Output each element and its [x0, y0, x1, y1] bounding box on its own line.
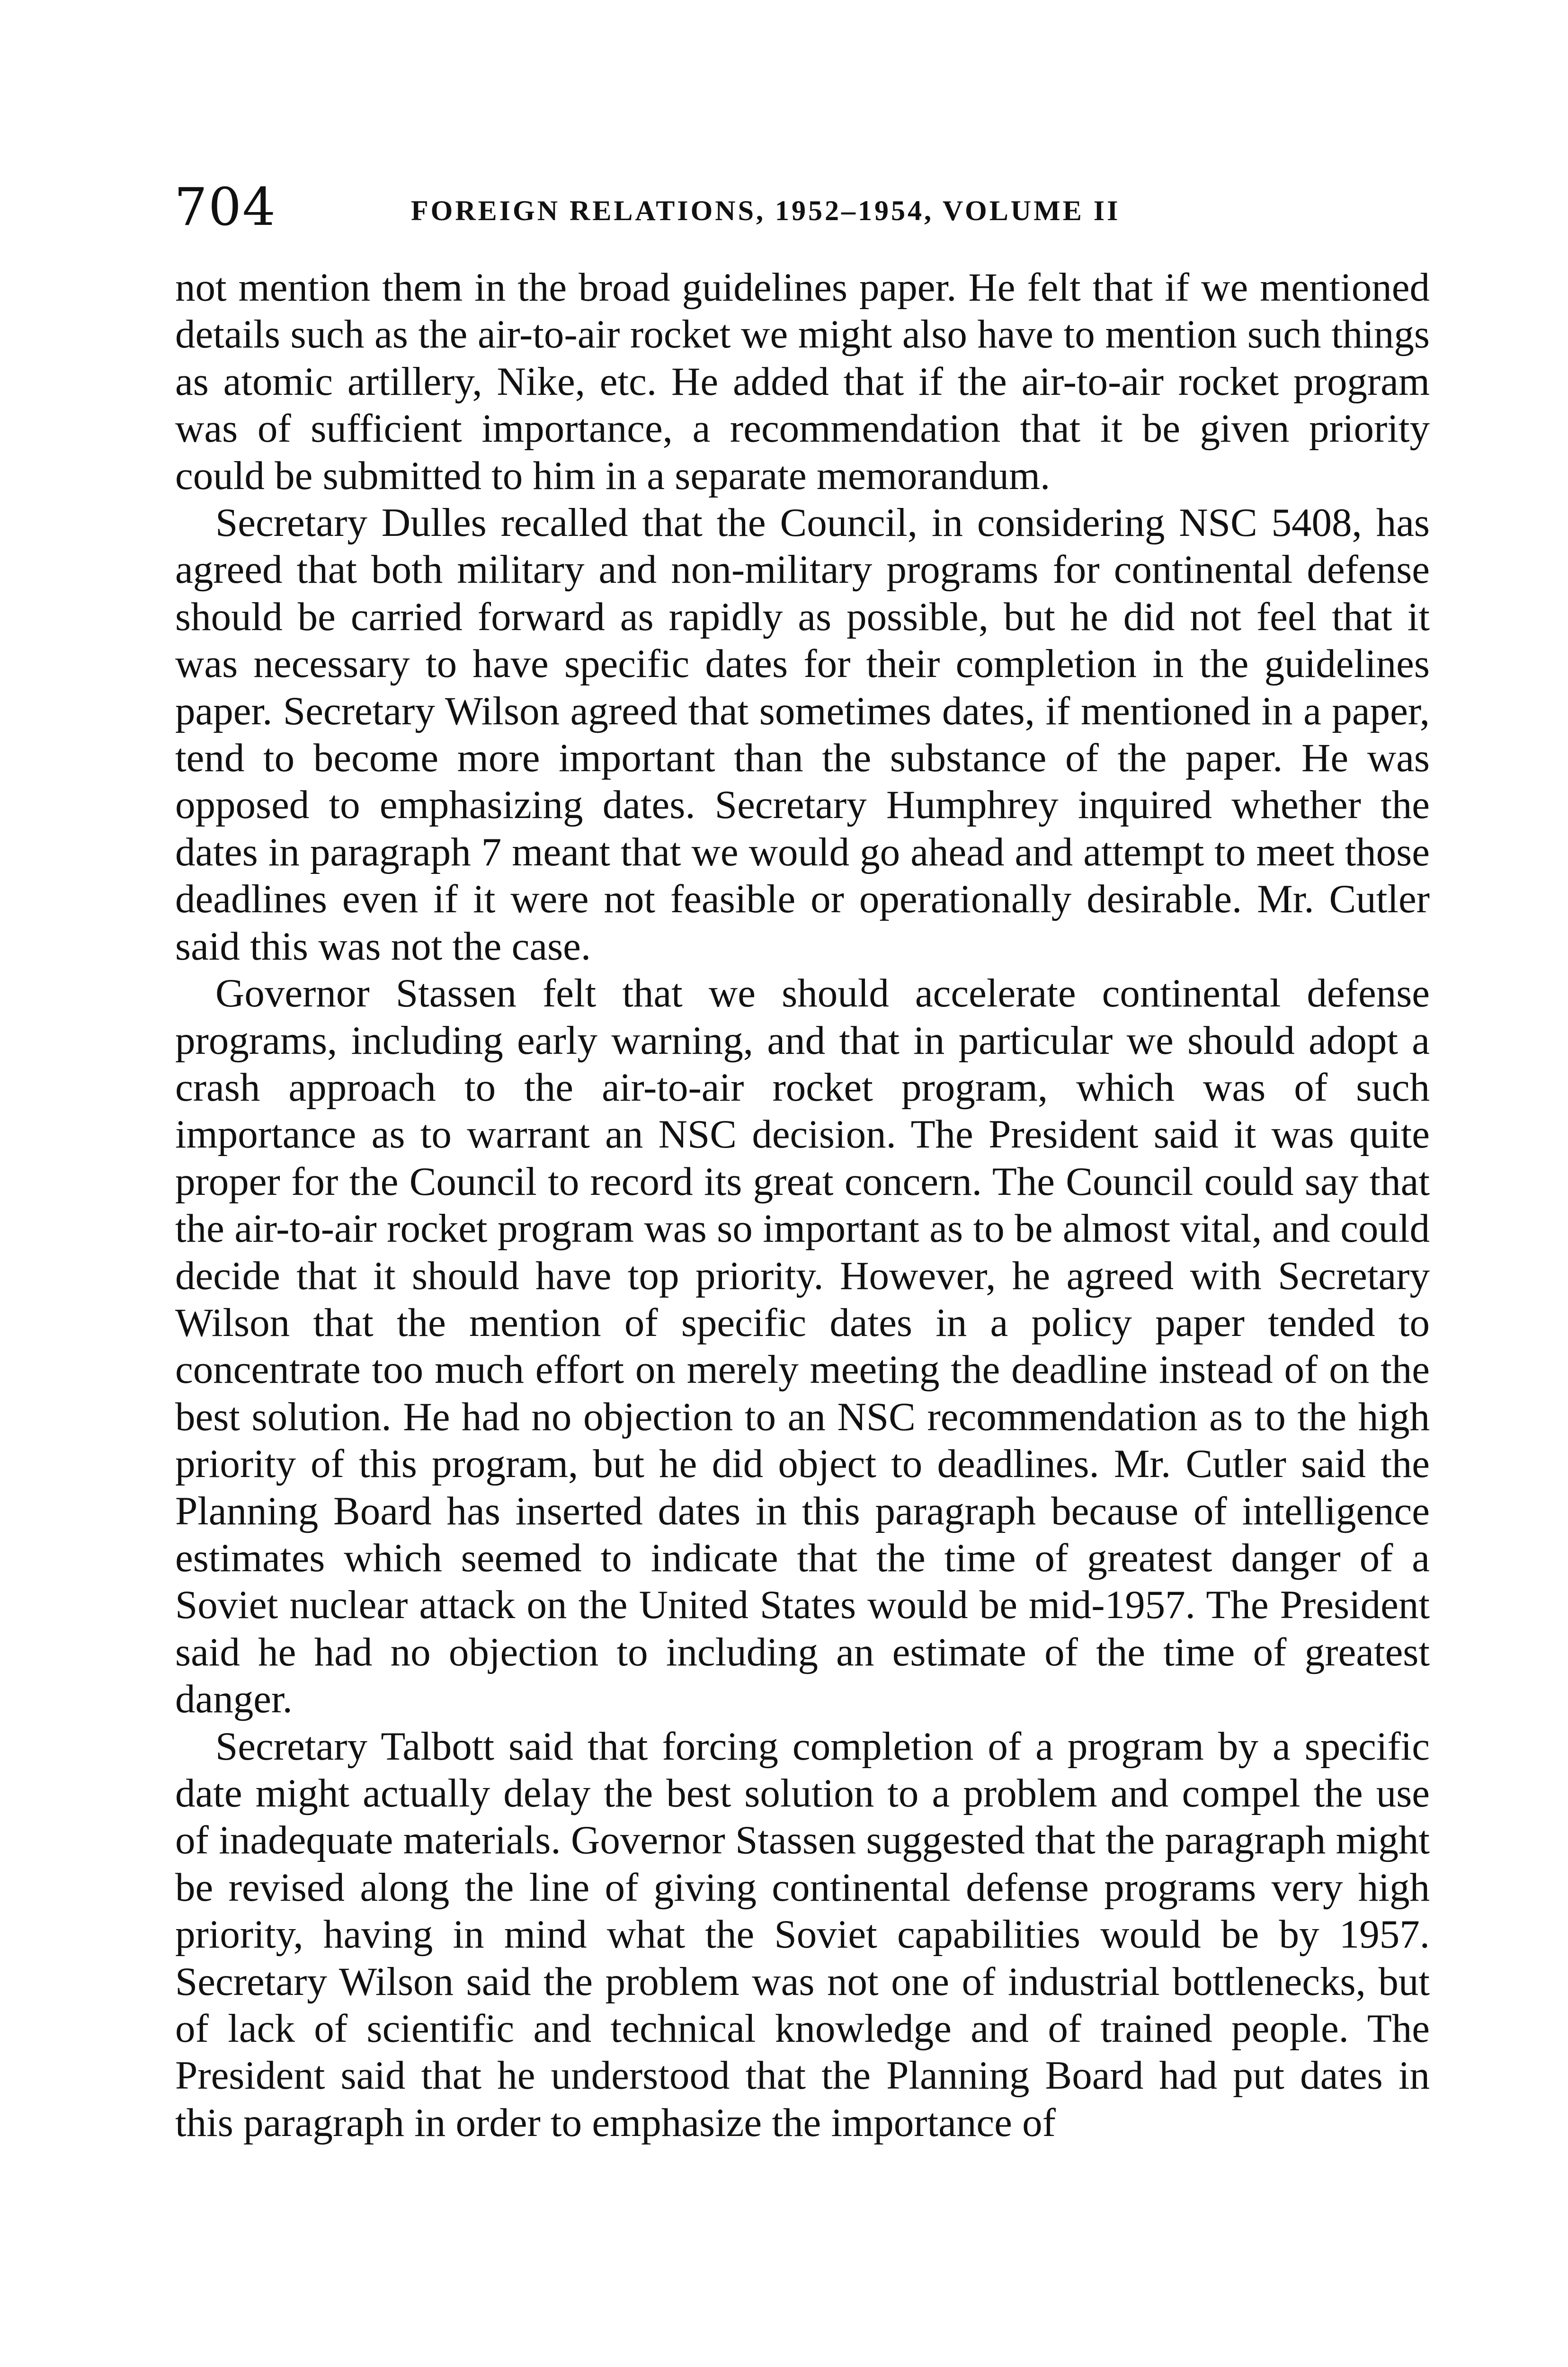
body-text — [175, 264, 1430, 2146]
page-number: 704 — [174, 177, 276, 237]
page-header — [174, 171, 1434, 242]
running-head: FOREIGN RELATIONS, 1952–1954, VOLUME II — [411, 195, 1121, 226]
paragraph-talbott: Secretary Talbott said that forcing completion of a program by a specific date might actually delay the best solution to a problem and compel the use of inadequate materials. Governor Stassen suggested that the paragraph might be revised along the line of giving continental defense programs very high priority, having in mind what the Soviet capabilities would be by 1957. Secretary Wilson said the problem was not one of industrial bottlenecks, but of lack of scientific and technical knowledge and of trained people. The President said that he understood that the Planning Board had put dates in this paragraph in order to emphasize the importance of — [175, 1724, 1430, 2145]
paragraph-dulles: Secretary Dulles recalled that the Council, in considering NSC 5408, has agreed that both military and non-military programs for continental defense should be carried forward as rapidly as possible, but he did not feel that it was necessary to have specific dates for their completion in the guidelines paper. Secretary Wilson agreed that sometimes dates, if mentioned in a paper, tend to become more important than the substance of the paper. He was opposed to emphasizing dates. Secretary Humphrey inquired whether the dates in paragraph 7 meant that we would go ahead and attempt to meet those deadlines even if it were not feasible or operationally desirable. Mr. Cutler said this was not the case. — [175, 500, 1430, 969]
paragraph-continued: not mention them in the broad guidelines paper. He felt that if we mentioned details such as the air-to-air rocket we might also have to mention such things as atomic artillery, Nike, etc. He added that if the air-to-air rocket program was of sufficient importance, a recommendation that it be given priority could be submitted to him in a separate memorandum. — [175, 265, 1430, 498]
paragraph-stassen: Governor Stassen felt that we should accelerate continental defense programs, including early warning, and that in particular we should adopt a crash approach to the air-to-air rocket program, which was of such importance as to warrant an NSC decision. The President said it was quite proper for the Council to record its great concern. The Council could say that the air-to-air rocket program was so important as to be almost vital, and could decide that it should have top priority. However, he agreed with Secretary Wilson that the mention of specific dates in a policy paper tended to concentrate too much effort on merely meeting the deadline instead of on the best solution. He had no objection to an NSC recommendation as to the high priority of this program, but he did object to deadlines. Mr. Cutler said the Planning Board has inserted dates in this paragraph because of intelligence estimates which seemed to indicate that the time of greatest danger of a Soviet nuclear attack on the United States would be mid-1957. The President said he had no objection to including an estimate of the time of greatest danger. — [175, 971, 1430, 1722]
